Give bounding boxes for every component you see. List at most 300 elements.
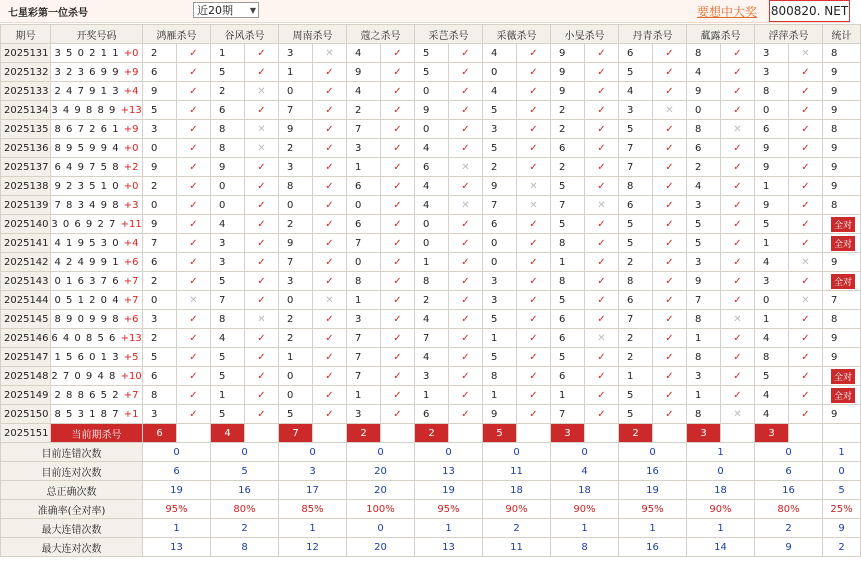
cross-icon: ✕ [245,82,279,101]
kill-number: 8 [755,348,789,367]
summary-value: 95% [619,500,687,519]
current-empty [789,424,823,443]
kill-number: 1 [279,63,313,82]
period-cell: 2025140 [1,215,51,234]
kill-number: 0 [279,82,313,101]
period-select-value: 近20期 [197,4,233,17]
check-icon: ✓ [517,348,551,367]
kill-number: 4 [415,196,449,215]
summary-value: 1 [551,519,619,538]
summary-value: 6 [143,462,211,481]
kill-number: 7 [211,291,245,310]
check-icon: ✓ [517,120,551,139]
kill-number: 9 [415,101,449,120]
summary-row [1,500,861,519]
summary-stat: 2 [823,538,861,557]
current-empty [313,424,347,443]
check-icon: ✓ [313,405,347,424]
draw-digits: 9 2 3 5 1 0 [54,180,120,192]
check-icon: ✓ [585,177,619,196]
check-icon: ✓ [517,291,551,310]
period-cell: 2025149 [1,386,51,405]
header-period: 期号 [1,25,51,44]
kill-number: 7 [347,234,381,253]
check-icon: ✓ [517,63,551,82]
draw-digits: 8 9 5 9 9 4 [54,142,120,154]
check-icon: ✓ [517,386,551,405]
kill-number: 3 [483,272,517,291]
check-icon: ✓ [585,367,619,386]
draw-number [51,272,143,291]
kill-number: 9 [755,158,789,177]
kill-number: 5 [687,234,721,253]
check-icon: ✓ [653,234,687,253]
kill-number: 3 [347,139,381,158]
kill-number: 0 [415,234,449,253]
check-icon: ✓ [789,196,823,215]
kill-number: 6 [551,329,585,348]
kill-number: 0 [279,196,313,215]
row-stat: 8 [823,196,861,215]
check-icon: ✓ [789,386,823,405]
kill-number: 3 [483,291,517,310]
draw-number [51,63,143,82]
check-icon: ✓ [449,272,483,291]
check-icon: ✓ [653,348,687,367]
check-icon: ✓ [449,63,483,82]
kill-number: 2 [687,158,721,177]
check-icon: ✓ [653,215,687,234]
check-icon: ✓ [313,215,347,234]
check-icon: ✓ [177,63,211,82]
draw-plus: +0 [123,47,139,59]
draw-digits: 2 8 8 6 5 2 [54,389,120,401]
summary-row [1,462,861,481]
summary-value: 18 [687,481,755,500]
draw-digits: 0 1 6 3 7 6 [54,275,120,287]
check-icon: ✓ [585,82,619,101]
summary-value: 13 [415,462,483,481]
summary-value: 19 [619,481,687,500]
kill-number: 8 [551,234,585,253]
check-icon: ✓ [381,310,415,329]
check-icon: ✓ [449,348,483,367]
kill-number: 1 [619,367,653,386]
kill-number: 3 [415,367,449,386]
row-stat: 9 [823,139,861,158]
check-icon: ✓ [313,272,347,291]
kill-number: 5 [211,272,245,291]
draw-digits: 3 0 6 9 2 7 [51,218,117,230]
summary-value: 0 [347,519,415,538]
draw-digits: 2 4 7 9 1 3 [54,85,120,97]
check-icon: ✓ [653,367,687,386]
kill-number: 6 [619,196,653,215]
kill-number: 5 [619,63,653,82]
check-icon: ✓ [585,44,619,63]
kill-number: 0 [415,120,449,139]
current-empty [245,424,279,443]
kill-number: 1 [211,386,245,405]
kill-number: 4 [755,405,789,424]
check-icon: ✓ [585,101,619,120]
draw-plus: +1 [123,408,139,420]
check-icon: ✓ [721,348,755,367]
check-icon: ✓ [245,63,279,82]
kill-number: 9 [143,215,177,234]
check-icon: ✓ [381,63,415,82]
draw-plus: +6 [123,313,139,325]
table-row [1,101,861,120]
kill-number: 8 [619,272,653,291]
kill-number: 6 [143,367,177,386]
header-expert: 蔻之杀号 [347,25,415,44]
cross-icon: ✕ [517,177,551,196]
check-icon: ✓ [517,329,551,348]
summary-value: 14 [687,538,755,557]
draw-digits: 2 7 0 9 4 8 [51,370,117,382]
kill-number: 0 [279,367,313,386]
kill-number: 5 [211,367,245,386]
draw-number [51,215,143,234]
kill-number: 8 [687,348,721,367]
kill-number: 6 [143,63,177,82]
check-icon: ✓ [313,158,347,177]
draw-digits: 8 6 7 2 6 1 [54,123,120,135]
check-icon: ✓ [381,234,415,253]
cross-icon: ✕ [789,253,823,272]
check-icon: ✓ [381,348,415,367]
cross-icon: ✕ [789,291,823,310]
kill-number: 2 [279,215,313,234]
kill-number: 8 [551,272,585,291]
summary-value: 0 [415,443,483,462]
check-icon: ✓ [789,82,823,101]
kill-number: 5 [619,215,653,234]
row-stat [823,386,861,405]
kill-number: 5 [619,386,653,405]
draw-digits: 8 9 0 9 9 8 [54,313,120,325]
kill-number: 6 [551,139,585,158]
kill-number: 1 [415,386,449,405]
check-icon: ✓ [653,291,687,310]
cross-icon: ✕ [449,158,483,177]
kill-number: 1 [755,177,789,196]
summary-value: 85% [279,500,347,519]
draw-digits: 6 4 0 8 5 6 [51,332,117,344]
kill-number: 7 [143,234,177,253]
draw-plus: +9 [123,123,139,135]
check-icon: ✓ [313,310,347,329]
kill-number: 4 [211,215,245,234]
cross-icon: ✕ [585,196,619,215]
check-icon: ✓ [313,63,347,82]
kill-number: 0 [755,291,789,310]
check-icon: ✓ [585,272,619,291]
kill-number: 1 [347,291,381,310]
kill-number: 5 [279,405,313,424]
kill-number: 9 [143,158,177,177]
kill-number: 0 [415,215,449,234]
kill-number: 4 [347,82,381,101]
draw-plus: +10 [120,370,142,382]
summary-value: 11 [483,538,551,557]
cross-icon: ✕ [789,44,823,63]
header-expert: 谷风杀号 [211,25,279,44]
check-icon: ✓ [449,139,483,158]
check-icon: ✓ [653,405,687,424]
kill-number: 5 [755,215,789,234]
kill-number: 7 [347,120,381,139]
check-icon: ✓ [789,177,823,196]
summary-value: 90% [551,500,619,519]
kill-number: 3 [279,44,313,63]
period-cell: 2025132 [1,63,51,82]
all-correct-badge: 全对 [831,274,855,289]
kill-number: 5 [755,367,789,386]
kill-number: 6 [347,177,381,196]
period-cell: 2025144 [1,291,51,310]
cross-icon: ✕ [449,196,483,215]
check-icon: ✓ [313,234,347,253]
check-icon: ✓ [653,253,687,272]
current-empty [653,424,687,443]
kill-number: 6 [619,44,653,63]
summary-value: 1 [143,519,211,538]
check-icon: ✓ [177,139,211,158]
draw-digits: 3 2 3 6 9 9 [54,66,120,78]
kill-number: 9 [551,44,585,63]
kill-number: 2 [551,120,585,139]
draw-plus: +4 [123,237,139,249]
kill-number: 6 [755,120,789,139]
current-kill-number: 6 [143,424,177,443]
kill-number: 1 [551,253,585,272]
check-icon: ✓ [585,215,619,234]
check-icon: ✓ [721,386,755,405]
current-kill-number: 3 [551,424,585,443]
kill-number: 2 [347,101,381,120]
summary-value: 16 [755,481,823,500]
row-stat: 9 [823,253,861,272]
kill-number: 9 [687,82,721,101]
kill-number: 2 [551,158,585,177]
header-expert: 丹青杀号 [619,25,687,44]
kill-number: 9 [347,63,381,82]
kill-number: 4 [687,63,721,82]
summary-label: 最大连对次数 [1,538,143,557]
draw-plus: +3 [123,199,139,211]
kill-number: 0 [279,291,313,310]
summary-value: 0 [687,462,755,481]
current-kill-number: 7 [279,424,313,443]
table-row [1,82,861,101]
check-icon: ✓ [721,234,755,253]
current-period: 2025151 [1,424,51,443]
summary-value: 8 [211,538,279,557]
table-row [1,386,861,405]
draw-plus: +4 [123,85,139,97]
check-icon: ✓ [789,139,823,158]
kill-number: 0 [483,234,517,253]
current-kill-number: 2 [415,424,449,443]
check-icon: ✓ [177,44,211,63]
kill-number: 7 [279,101,313,120]
check-icon: ✓ [381,367,415,386]
check-icon: ✓ [177,196,211,215]
check-icon: ✓ [653,177,687,196]
kill-number: 2 [211,82,245,101]
period-cell: 2025137 [1,158,51,177]
check-icon: ✓ [381,253,415,272]
kill-number: 3 [143,120,177,139]
row-stat [823,367,861,386]
check-icon: ✓ [381,329,415,348]
kill-number: 6 [347,215,381,234]
summary-value: 1 [687,443,755,462]
period-cell: 2025139 [1,196,51,215]
check-icon: ✓ [177,386,211,405]
check-icon: ✓ [177,367,211,386]
kill-number: 3 [347,405,381,424]
table-row [1,44,861,63]
summary-value: 17 [279,481,347,500]
page-title: 七星彩第一位杀号 [8,8,88,19]
current-empty [517,424,551,443]
summary-value: 9 [755,538,823,557]
kill-number: 0 [755,101,789,120]
draw-number [51,101,143,120]
check-icon: ✓ [177,215,211,234]
summary-value: 12 [279,538,347,557]
check-icon: ✓ [517,44,551,63]
summary-value: 16 [619,538,687,557]
current-kill-number: 5 [483,424,517,443]
kill-number: 7 [687,291,721,310]
kill-number: 3 [279,272,313,291]
kill-number: 8 [415,272,449,291]
check-icon: ✓ [177,82,211,101]
check-icon: ✓ [517,82,551,101]
table-row [1,367,861,386]
kill-number: 9 [483,405,517,424]
kill-number: 8 [347,272,381,291]
check-icon: ✓ [721,272,755,291]
summary-row [1,443,861,462]
promo-link[interactable]: 要想中大奖 [697,5,758,19]
kill-number: 8 [687,44,721,63]
kill-number: 1 [687,329,721,348]
kill-number: 5 [619,120,653,139]
kill-number: 3 [687,253,721,272]
check-icon: ✓ [653,158,687,177]
period-cell: 2025138 [1,177,51,196]
check-icon: ✓ [245,177,279,196]
check-icon: ✓ [789,310,823,329]
kill-number: 7 [279,253,313,272]
kill-number: 6 [143,253,177,272]
kill-number: 8 [211,310,245,329]
check-icon: ✓ [517,158,551,177]
kill-number: 9 [279,234,313,253]
check-icon: ✓ [381,196,415,215]
draw-number [51,291,143,310]
summary-value: 20 [347,462,415,481]
check-icon: ✓ [653,139,687,158]
period-cell: 2025141 [1,234,51,253]
check-icon: ✓ [789,63,823,82]
draw-digits: 6 4 9 7 5 8 [54,161,120,173]
kill-number: 1 [687,386,721,405]
check-icon: ✓ [653,44,687,63]
check-icon: ✓ [313,177,347,196]
check-icon: ✓ [245,291,279,310]
header-expert: 周南杀号 [279,25,347,44]
kill-number: 4 [755,329,789,348]
table-row [1,405,861,424]
kill-number: 2 [619,348,653,367]
check-icon: ✓ [721,44,755,63]
kill-number: 0 [143,291,177,310]
kill-number: 5 [619,234,653,253]
check-icon: ✓ [381,215,415,234]
cross-icon: ✕ [245,310,279,329]
summary-value: 90% [483,500,551,519]
current-kill-number: 2 [619,424,653,443]
kill-number: 3 [279,158,313,177]
kill-number: 4 [415,310,449,329]
draw-plus: +11 [120,218,142,230]
check-icon: ✓ [721,177,755,196]
summary-value: 5 [211,462,279,481]
check-icon: ✓ [653,386,687,405]
period-select[interactable] [193,2,259,18]
summary-label: 最大连错次数 [1,519,143,538]
period-cell: 2025131 [1,44,51,63]
check-icon: ✓ [177,158,211,177]
kill-number: 8 [687,310,721,329]
kill-number: 5 [483,101,517,120]
kill-number: 6 [415,158,449,177]
header-expert: 浮萍杀号 [755,25,823,44]
kill-number: 1 [211,44,245,63]
check-icon: ✓ [653,272,687,291]
kill-number: 1 [483,329,517,348]
summary-value: 0 [551,443,619,462]
check-icon: ✓ [721,215,755,234]
summary-value: 95% [415,500,483,519]
kill-number: 8 [619,177,653,196]
check-icon: ✓ [313,348,347,367]
table-row [1,120,861,139]
summary-value: 3 [279,462,347,481]
kill-number: 1 [483,386,517,405]
draw-digits: 7 8 3 4 9 8 [54,199,120,211]
check-icon: ✓ [585,63,619,82]
current-empty [381,424,415,443]
kill-number: 4 [211,329,245,348]
kill-number: 9 [755,139,789,158]
table-row [1,158,861,177]
summary-label: 准确率(全对率) [1,500,143,519]
summary-value: 80% [211,500,279,519]
kill-number: 7 [619,310,653,329]
row-stat: 9 [823,348,861,367]
kill-number: 2 [143,272,177,291]
check-icon: ✓ [585,291,619,310]
current-stat-empty [823,424,861,443]
table-row [1,63,861,82]
